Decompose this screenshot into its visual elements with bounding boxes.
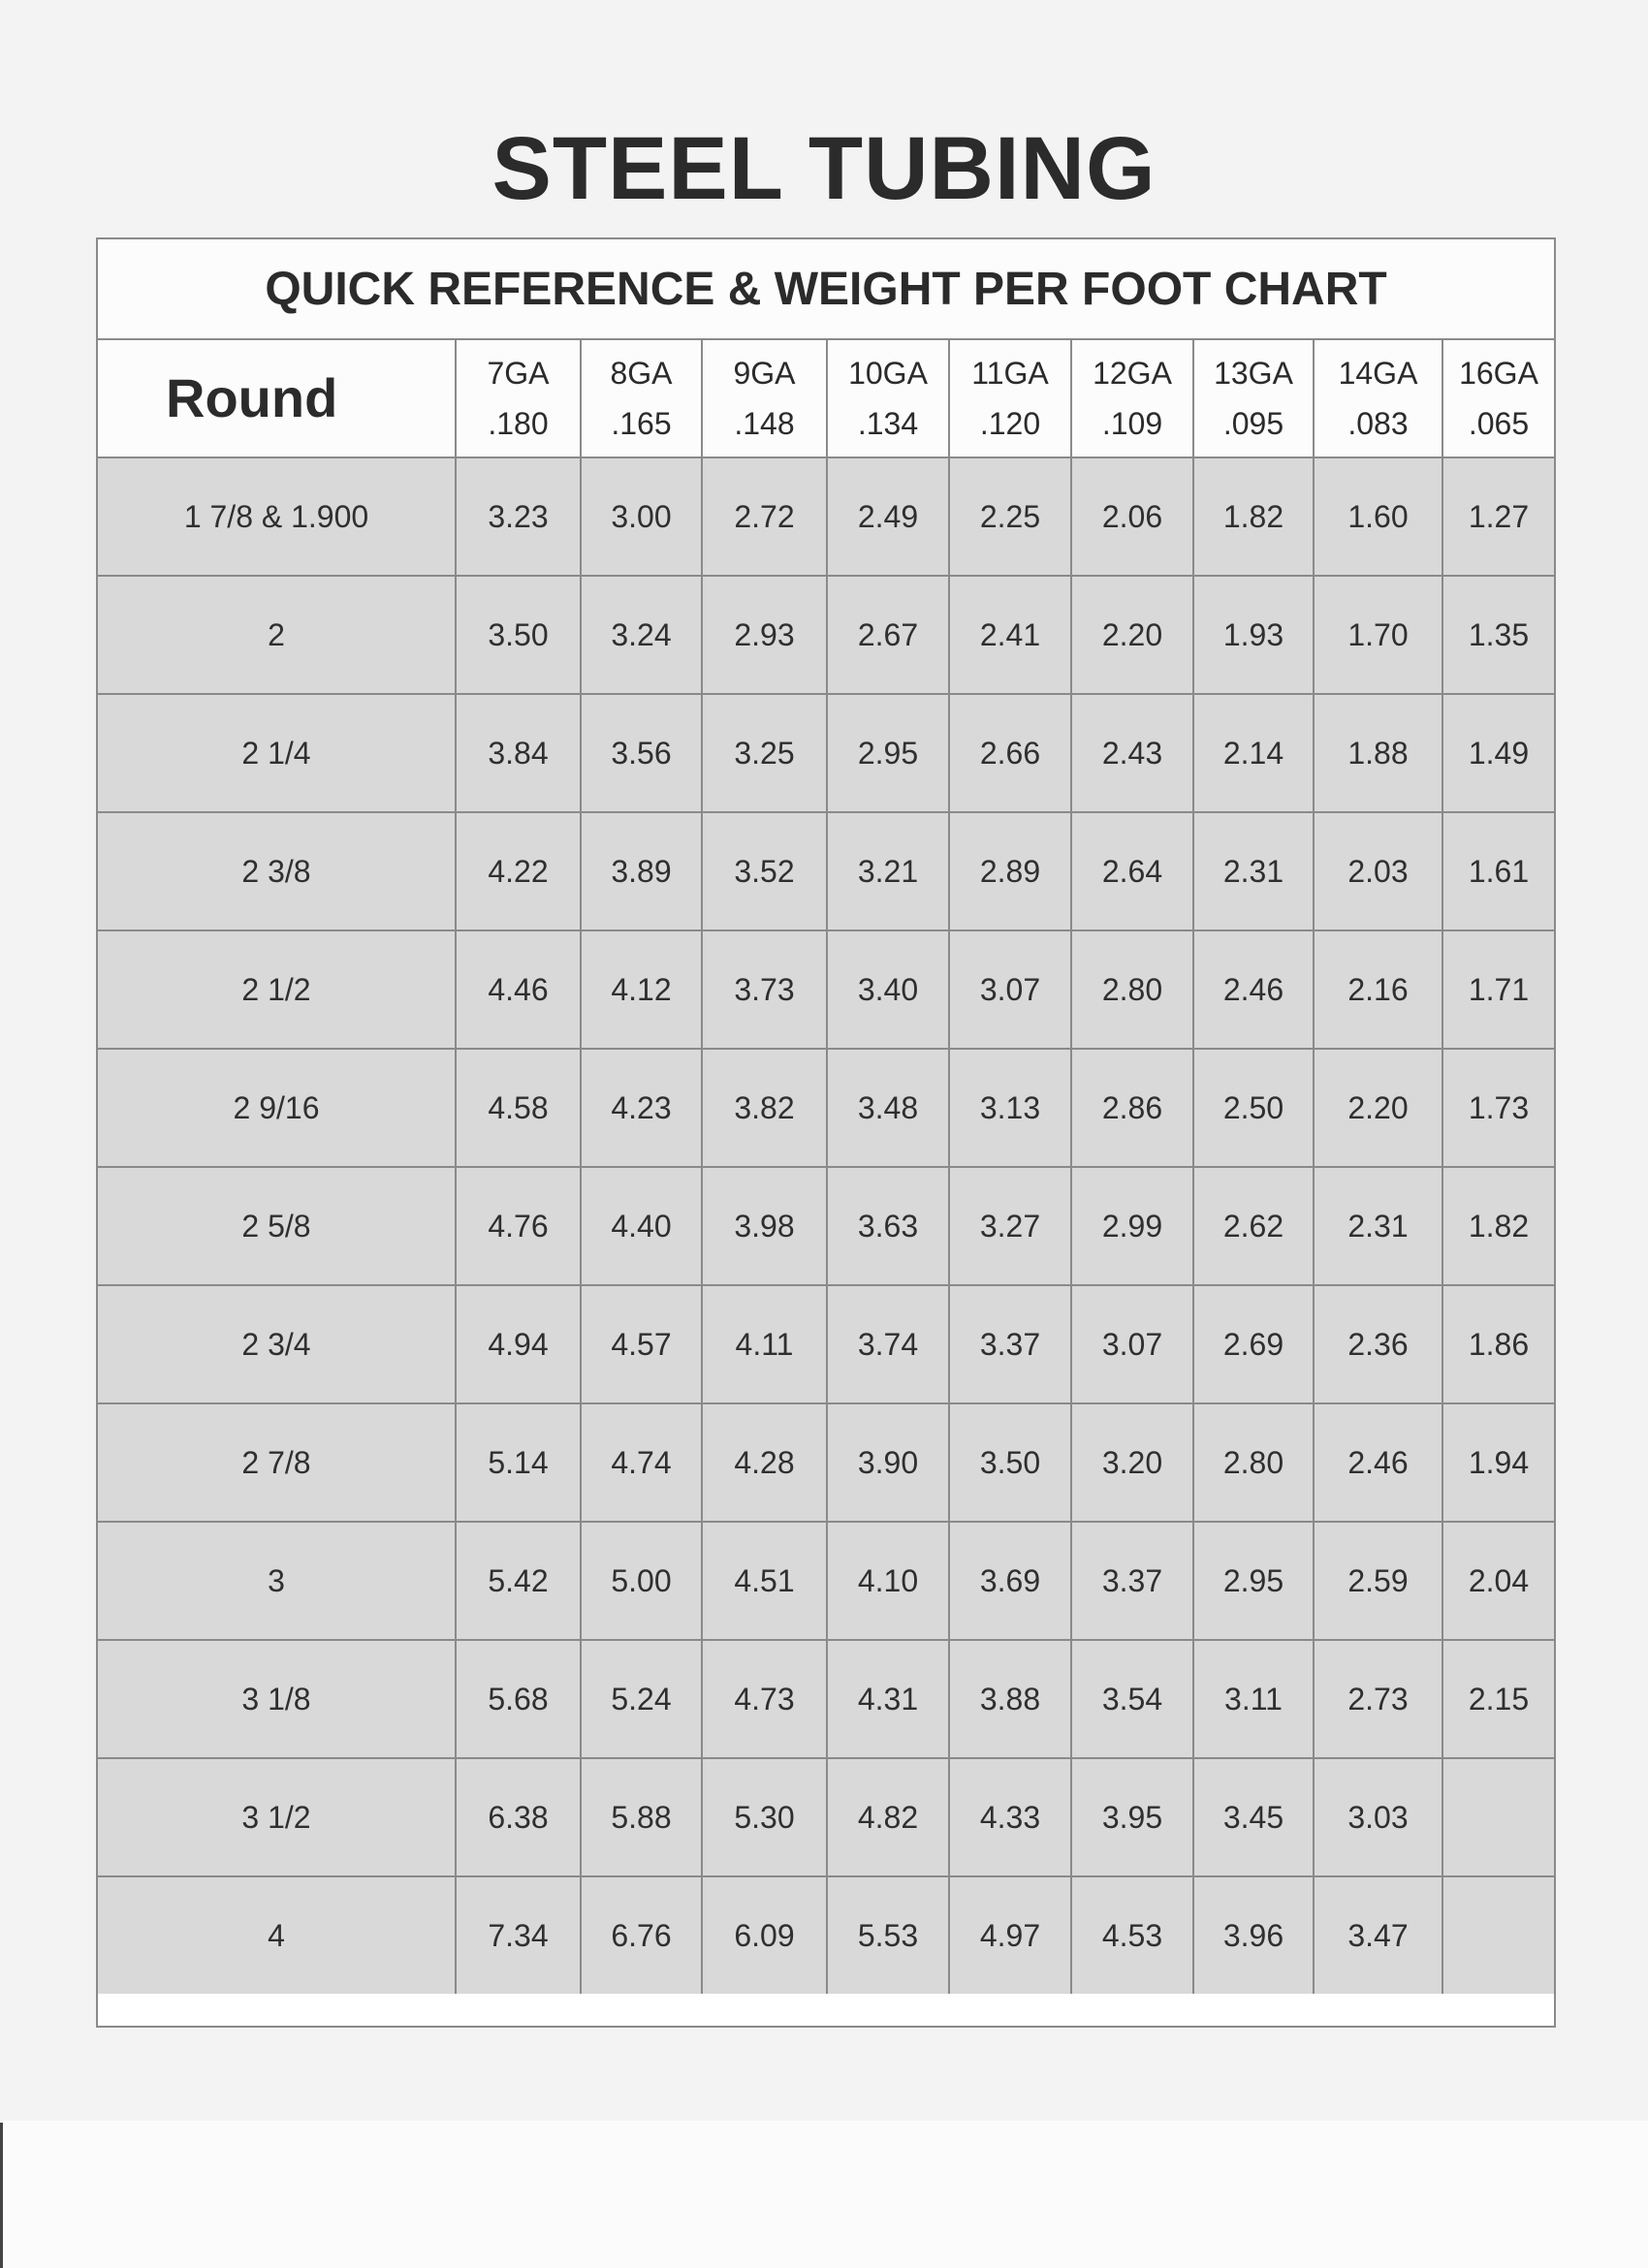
table-row (98, 576, 1554, 694)
size-cell: 3 1/2 (98, 1758, 456, 1876)
weight-cell: 2.64 (1071, 812, 1193, 930)
weight-cell: 2.20 (1314, 1049, 1442, 1167)
weight-cell: 3.82 (702, 1049, 827, 1167)
weight-cell: 2.95 (1193, 1522, 1314, 1640)
weight-cell: 3.96 (1193, 1876, 1314, 1994)
weight-cell: 1.70 (1314, 576, 1442, 694)
table-row (98, 694, 1554, 812)
weight-cell: 4.10 (827, 1522, 949, 1640)
weight-cell: 3.63 (827, 1167, 949, 1285)
weight-cell: 3.73 (702, 930, 827, 1049)
weight-cell: 1.94 (1442, 1403, 1554, 1522)
weight-cell: 2.80 (1071, 930, 1193, 1049)
weight-cell: 3.07 (1071, 1285, 1193, 1403)
weight-cell: 3.89 (581, 812, 702, 930)
weight-cell: 2.99 (1071, 1167, 1193, 1285)
weight-cell: 3.47 (1314, 1876, 1442, 1994)
weight-cell: 4.33 (949, 1758, 1071, 1876)
round-header: Round (98, 340, 456, 457)
weight-cell: 2.62 (1193, 1167, 1314, 1285)
weight-cell: 2.67 (827, 576, 949, 694)
column-header (1071, 340, 1193, 457)
weight-chart (96, 237, 1556, 2028)
weight-cell: 3.50 (456, 576, 581, 694)
weight-cell: 7.34 (456, 1876, 581, 1994)
weight-cell: 3.74 (827, 1285, 949, 1403)
table-row (98, 1285, 1554, 1403)
table-row (98, 1876, 1554, 1994)
weight-cell: 2.15 (1442, 1640, 1554, 1758)
column-header (581, 340, 702, 457)
weight-cell: 2.16 (1314, 930, 1442, 1049)
thickness-label: .148 (734, 406, 795, 441)
weight-cell: 3.03 (1314, 1758, 1442, 1876)
page-title: STEEL TUBING (491, 119, 1157, 218)
weight-cell: 5.53 (827, 1876, 949, 1994)
gauge-label: 10GA (848, 356, 928, 391)
weight-cell: 5.00 (581, 1522, 702, 1640)
table-row (98, 1167, 1554, 1285)
weight-cell: 3.50 (949, 1403, 1071, 1522)
weight-cell: 1.49 (1442, 694, 1554, 812)
weight-cell: 3.37 (1071, 1522, 1193, 1640)
weight-cell: 3.24 (581, 576, 702, 694)
weight-cell: 4.74 (581, 1403, 702, 1522)
table-row (98, 812, 1554, 930)
weight-cell: 3.45 (1193, 1758, 1314, 1876)
weight-cell: 4.31 (827, 1640, 949, 1758)
thickness-label: .083 (1347, 406, 1409, 441)
weight-cell: 2.93 (702, 576, 827, 694)
weight-cell: 3.84 (456, 694, 581, 812)
weight-cell: 4.28 (702, 1403, 827, 1522)
weight-cell: 3.20 (1071, 1403, 1193, 1522)
weight-cell: 3.69 (949, 1522, 1071, 1640)
weight-cell: 1.27 (1442, 457, 1554, 576)
gauge-label: 12GA (1093, 356, 1172, 391)
weight-cell: 2.04 (1442, 1522, 1554, 1640)
weight-cell (1442, 1758, 1554, 1876)
thickness-label: .134 (857, 406, 919, 441)
gauge-label: 11GA (971, 356, 1049, 391)
gauge-label: 8GA (610, 356, 673, 391)
size-cell: 2 9/16 (98, 1049, 456, 1167)
size-cell: 2 7/8 (98, 1403, 456, 1522)
weight-cell: 5.88 (581, 1758, 702, 1876)
table-body (98, 457, 1554, 1994)
weight-cell: 3.88 (949, 1640, 1071, 1758)
weight-cell: 3.56 (581, 694, 702, 812)
weight-cell: 4.76 (456, 1167, 581, 1285)
thickness-label: .095 (1222, 406, 1284, 441)
scan-edge (0, 2123, 3, 2268)
column-header (1442, 340, 1554, 457)
weight-cell: 2.03 (1314, 812, 1442, 930)
weight-cell: 2.46 (1314, 1403, 1442, 1522)
table-row (98, 1403, 1554, 1522)
weight-cell: 3.23 (456, 457, 581, 576)
size-cell: 1 7/8 & 1.900 (98, 457, 456, 576)
weight-cell: 2.41 (949, 576, 1071, 694)
header-row (98, 340, 1554, 457)
weight-cell: 2.46 (1193, 930, 1314, 1049)
weight-cell: 4.40 (581, 1167, 702, 1285)
column-header (1314, 340, 1442, 457)
weight-cell: 2.89 (949, 812, 1071, 930)
column-header (456, 340, 581, 457)
gauge-label: 9GA (733, 356, 796, 391)
weight-cell: 2.31 (1314, 1167, 1442, 1285)
weight-cell: 1.93 (1193, 576, 1314, 694)
weight-cell: 3.00 (581, 457, 702, 576)
weight-cell: 5.30 (702, 1758, 827, 1876)
size-cell: 2 5/8 (98, 1167, 456, 1285)
weight-cell: 4.22 (456, 812, 581, 930)
weight-cell: 4.23 (581, 1049, 702, 1167)
weight-cell: 3.54 (1071, 1640, 1193, 1758)
weight-cell: 3.27 (949, 1167, 1071, 1285)
weight-cell: 2.86 (1071, 1049, 1193, 1167)
column-header (949, 340, 1071, 457)
chart-subtitle: QUICK REFERENCE & WEIGHT PER FOOT CHART (98, 239, 1554, 340)
size-cell: 2 (98, 576, 456, 694)
column-header (702, 340, 827, 457)
weight-cell: 1.35 (1442, 576, 1554, 694)
weight-cell: 2.49 (827, 457, 949, 576)
weight-cell: 1.71 (1442, 930, 1554, 1049)
weight-cell: 6.38 (456, 1758, 581, 1876)
weight-cell: 5.14 (456, 1403, 581, 1522)
table-row (98, 1522, 1554, 1640)
weight-cell: 1.60 (1314, 457, 1442, 576)
table-row (98, 457, 1554, 576)
table-row (98, 930, 1554, 1049)
weight-cell: 2.72 (702, 457, 827, 576)
size-cell: 4 (98, 1876, 456, 1994)
weight-cell: 2.59 (1314, 1522, 1442, 1640)
size-cell: 3 1/8 (98, 1640, 456, 1758)
weight-cell: 1.82 (1442, 1167, 1554, 1285)
thickness-label: .120 (979, 406, 1041, 441)
weight-cell: 2.50 (1193, 1049, 1314, 1167)
column-header (827, 340, 949, 457)
weight-cell: 3.07 (949, 930, 1071, 1049)
weight-cell: 2.95 (827, 694, 949, 812)
size-cell: 3 (98, 1522, 456, 1640)
weight-cell: 5.24 (581, 1640, 702, 1758)
weight-cell: 2.31 (1193, 812, 1314, 930)
weight-cell: 3.48 (827, 1049, 949, 1167)
weight-cell: 3.95 (1071, 1758, 1193, 1876)
table-row (98, 1049, 1554, 1167)
weight-cell: 2.69 (1193, 1285, 1314, 1403)
page-bottom-margin (0, 2121, 1648, 2268)
table-row (98, 1758, 1554, 1876)
weight-cell: 4.82 (827, 1758, 949, 1876)
weight-table (98, 340, 1554, 1994)
size-cell: 2 1/4 (98, 694, 456, 812)
weight-cell: 2.80 (1193, 1403, 1314, 1522)
column-header (1193, 340, 1314, 457)
weight-cell: 2.14 (1193, 694, 1314, 812)
weight-cell: 4.94 (456, 1285, 581, 1403)
size-cell: 2 3/8 (98, 812, 456, 930)
weight-cell: 3.98 (702, 1167, 827, 1285)
weight-cell: 3.25 (702, 694, 827, 812)
weight-cell: 4.97 (949, 1876, 1071, 1994)
gauge-label: 14GA (1338, 356, 1418, 391)
weight-cell: 1.82 (1193, 457, 1314, 576)
weight-cell: 3.13 (949, 1049, 1071, 1167)
weight-cell: 3.52 (702, 812, 827, 930)
weight-cell: 3.21 (827, 812, 949, 930)
weight-cell: 1.86 (1442, 1285, 1554, 1403)
weight-cell: 5.42 (456, 1522, 581, 1640)
weight-cell: 1.61 (1442, 812, 1554, 930)
size-cell: 2 3/4 (98, 1285, 456, 1403)
weight-cell: 1.73 (1442, 1049, 1554, 1167)
weight-cell: 4.53 (1071, 1876, 1193, 1994)
weight-cell: 4.57 (581, 1285, 702, 1403)
weight-cell: 6.76 (581, 1876, 702, 1994)
weight-cell: 4.46 (456, 930, 581, 1049)
thickness-label: .109 (1101, 406, 1163, 441)
thickness-label: .065 (1468, 406, 1530, 441)
weight-cell: 3.37 (949, 1285, 1071, 1403)
weight-cell: 4.12 (581, 930, 702, 1049)
thickness-label: .165 (611, 406, 672, 441)
weight-cell: 1.88 (1314, 694, 1442, 812)
weight-cell: 6.09 (702, 1876, 827, 1994)
thickness-label: .180 (488, 406, 549, 441)
weight-cell: 2.66 (949, 694, 1071, 812)
weight-cell: 2.20 (1071, 576, 1193, 694)
gauge-label: 13GA (1214, 356, 1293, 391)
weight-cell: 5.68 (456, 1640, 581, 1758)
gauge-label: 7GA (487, 356, 550, 391)
weight-cell: 3.11 (1193, 1640, 1314, 1758)
weight-cell: 3.40 (827, 930, 949, 1049)
weight-cell: 2.06 (1071, 457, 1193, 576)
weight-cell: 2.43 (1071, 694, 1193, 812)
weight-cell: 4.51 (702, 1522, 827, 1640)
weight-cell: 2.73 (1314, 1640, 1442, 1758)
weight-cell: 4.73 (702, 1640, 827, 1758)
weight-cell: 2.25 (949, 457, 1071, 576)
size-cell: 2 1/2 (98, 930, 456, 1049)
weight-cell: 2.36 (1314, 1285, 1442, 1403)
weight-cell: 4.11 (702, 1285, 827, 1403)
weight-cell: 4.58 (456, 1049, 581, 1167)
table-row (98, 1640, 1554, 1758)
gauge-label: 16GA (1459, 356, 1538, 391)
weight-cell: 3.90 (827, 1403, 949, 1522)
weight-cell (1442, 1876, 1554, 1994)
